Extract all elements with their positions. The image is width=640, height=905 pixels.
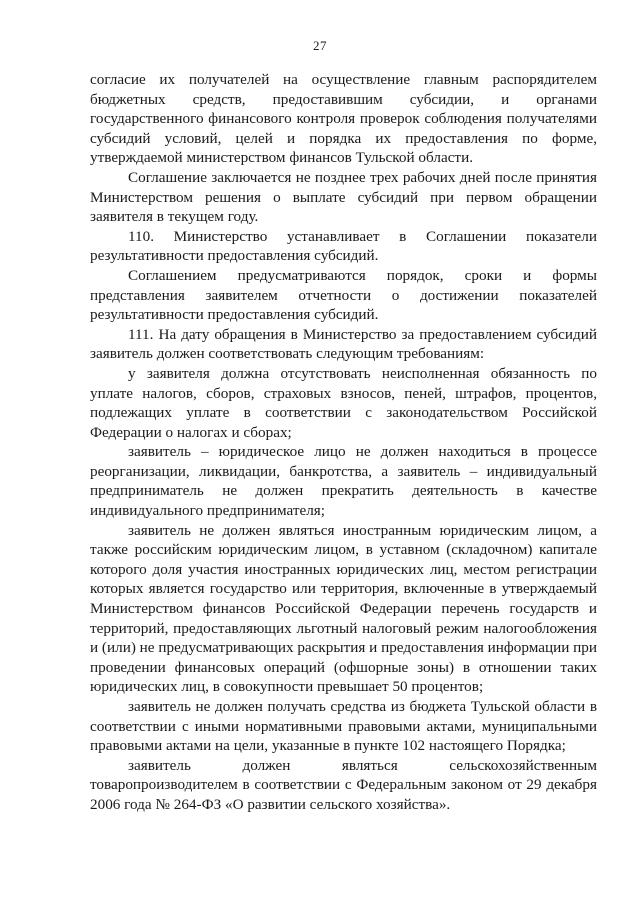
paragraph-consent-continuation: согласие их получателей на осуществление главным распорядителем бюджетных средств, предоставившим субсидии, и органами государственного финансового контроля проверок соблюдения получателями субсидий условий, целей и порядка их предоставления по форме, утверждаемой министерством финансов Тульской области.	[90, 71, 597, 167]
paragraph-item-111: 111. На дату обращения в Министерство за предоставлением субсидий заявитель должен соответствовать следующим требованиям:	[90, 325, 597, 363]
paragraph-requirement-not-foreign: заявитель не должен являться иностранным юридическим лицом, а также российским юридическим лицом, в уставном (складочном) капитале которого доля участия иностранных юридических лиц, местом регистрации которых является государство или территория, включенные в утверждаемый Министерством финансов Российской Федерации перечень государств и территорий, предоставляющих льготный налоговый режим налогообложения и (или) не предусматривающих раскрытия и предоставления информации при проведении финансовых операций (офшорные зоны) в отношении таких юридических лиц, в совокупности превышает 50 процентов;	[90, 521, 597, 696]
paragraph-requirement-no-tax-debt: у заявителя должна отсутствовать неисполненная обязанность по уплате налогов, сборов, страховых взносов, пеней, штрафов, процентов, подлежащих уплате в соответствии с законодательством Российской Федерации о налогах и сборах;	[90, 364, 597, 441]
page-number: 27	[313, 38, 327, 53]
document-body	[90, 70, 597, 815]
paragraph-reporting-terms: Соглашением предусматриваются порядок, сроки и формы представления заявителем отчетности о достижении показателей результативности предоставления субсидий.	[90, 266, 597, 324]
paragraph-item-110: 110. Министерство устанавливает в Соглашении показатели результативности предоставления субсидий.	[90, 227, 597, 265]
paragraph-requirement-no-liquidation: заявитель – юридическое лицо не должен находиться в процессе реорганизации, ликвидации, банкротства, а заявитель – индивидуальный предприниматель не должен прекратить деятельность в качестве индивидуального предпринимателя;	[90, 443, 597, 520]
paragraph-requirement-no-other-funding: заявитель не должен получать средства из бюджета Тульской области в соответствии с иными нормативными правовыми актами, муниципальными правовыми актами на цели, указанные в пункте 102 настоящего Порядка;	[90, 698, 597, 755]
paragraph-requirement-agricultural-producer: заявитель должен являться сельскохозяйственным товаропроизводителем в соответствии с Федеральным законом от 29 декабря 2006 года № 264-ФЗ «О развитии сельского хозяйства».	[90, 756, 597, 813]
paragraph-agreement-deadline: Соглашение заключается не позднее трех рабочих дней после принятия Министерством решения о выплате субсидий при первом обращении заявителя в текущем году.	[90, 168, 597, 226]
